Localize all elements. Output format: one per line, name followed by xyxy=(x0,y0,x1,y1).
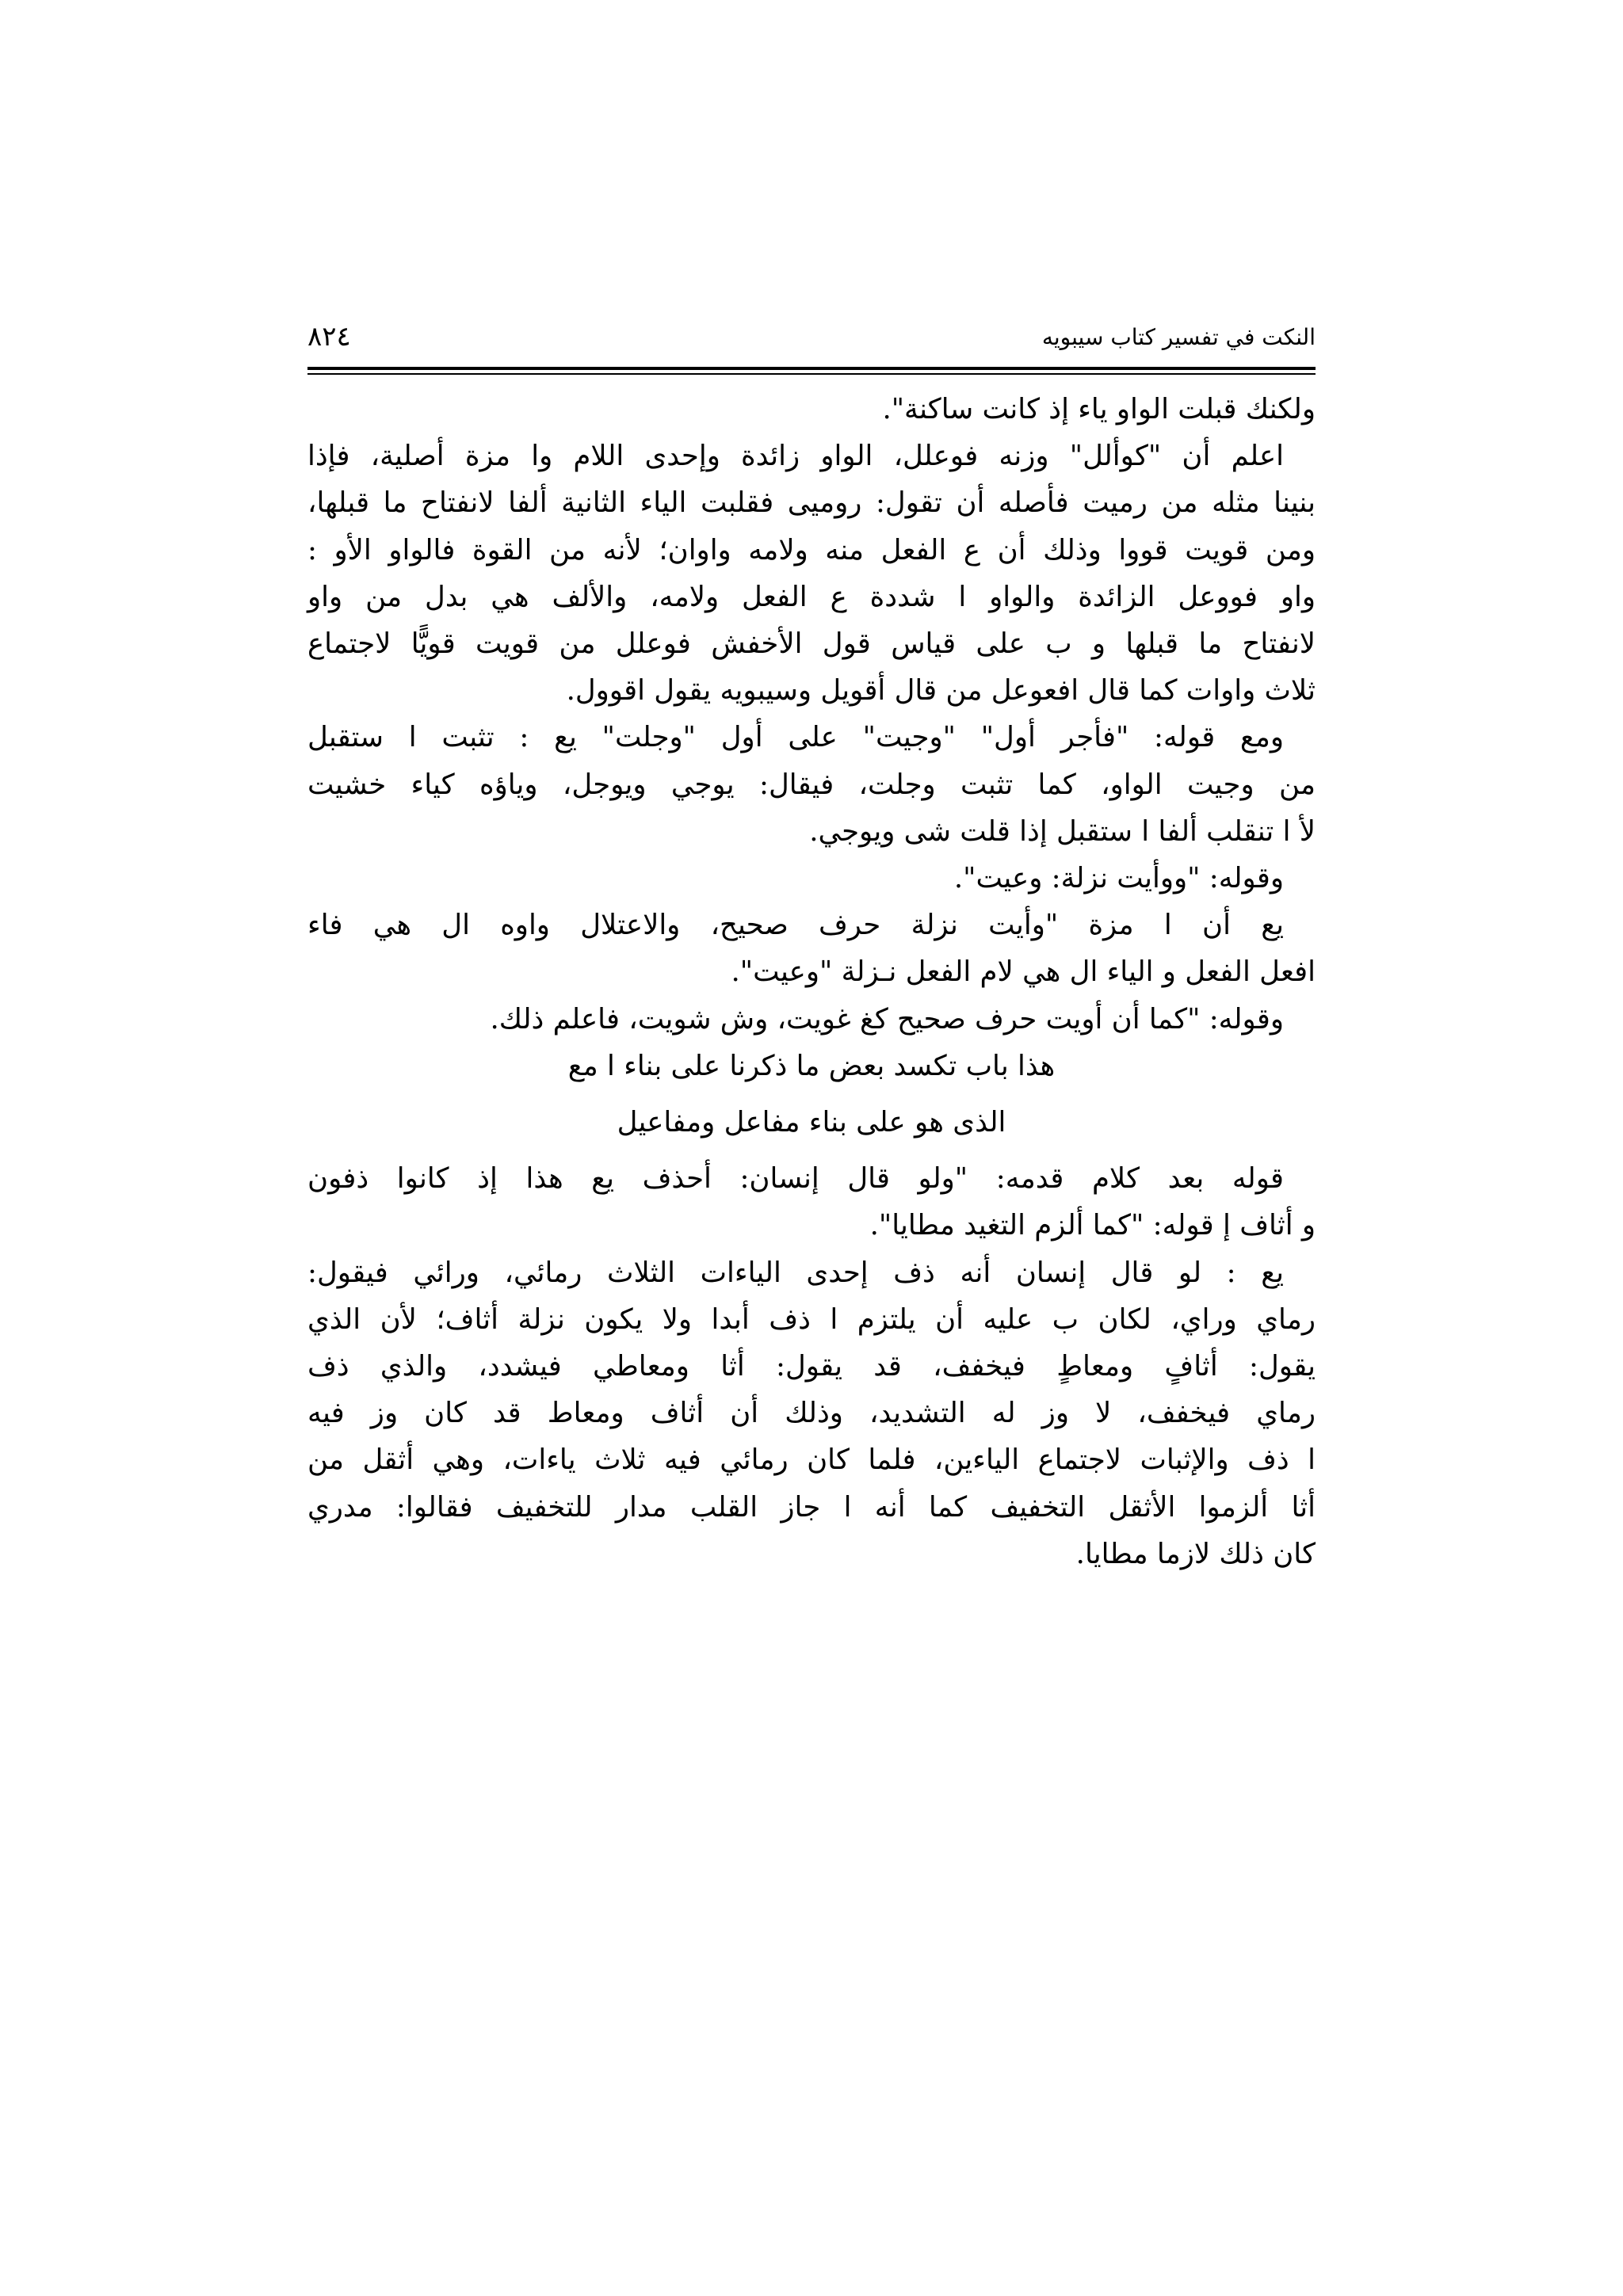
text-line: ثلاث واوات كما قال افعوعل من قال أقويل وسيبويه يقول اقوول. xyxy=(566,674,1316,707)
text-line: أثا ألزموا الأثقل التخفيف كما أنه ا جاز القلب مدار للتخفيف فقالوا: مدري xyxy=(307,1490,1316,1524)
text-line: قوله بعد كلام قدمه: "ولو قال إنسان: أحذف يع هذا إذ كانوا ذفون xyxy=(307,1162,1284,1196)
header-rule-thick xyxy=(307,367,1316,370)
text-line: يقول: أثافٍ ومعاطٍ فيخفف، قد يقول: أثا ومعاطي فيشدد، والذي ذف xyxy=(307,1350,1316,1383)
text-line: و أثاف إ قوله: "كما ألزم التغيد مطايا". xyxy=(869,1209,1316,1242)
running-title: النكت في تفسير كتاب سيبويه xyxy=(1041,324,1316,350)
text-block-2 xyxy=(307,1155,1316,1577)
text-line: لانفتاح ما قبلها و ب على قياس قول الأخفش فوعلل من قويت قويًّا لاجتماع xyxy=(307,627,1316,661)
page-number: ٨٢٤ xyxy=(307,321,351,353)
text-line: افعل الفعل و الياء ال هي لام الفعل نـزلة "وعيت". xyxy=(731,955,1316,989)
text-line: رماي وراي، لكان ب عليه أن يلتزم ا ذف أبدا ولا يكون نزلة أثاف؛ لأن الذي xyxy=(307,1302,1316,1336)
text-line: يع أن ا مزة "وأيت نزلة حرف صحيح، والاعتلال واوه ال هي فاء xyxy=(307,909,1284,942)
text-line: ولكنك قبلت الواو ياء إذ كانت ساكنة". xyxy=(882,393,1316,425)
text-line: يع : لو قال إنسان أنه ذف إحدى الياءات الثلاث رمائي، ورائي فيقول: xyxy=(307,1256,1284,1289)
text-line: كان ذلك لازما مطايا. xyxy=(1075,1537,1316,1570)
body-text xyxy=(307,386,1316,1577)
text-line: وقوله: "كما أن أويت حرف صحيح كغ غويت، وش شويت، فاعلم ذلك. xyxy=(490,1002,1284,1035)
text-line: ا ذف والإثبات لاجتماع الياءين، فلما كان رمائي فيه ثلاث ياءات، وهي أثقل من xyxy=(307,1444,1316,1477)
chapter-heading-line-1: هذا باب تكسد بعض ما ذكرنا على بناء ا مع xyxy=(567,1049,1056,1082)
page-header xyxy=(307,313,1316,362)
text-line: لأ ا تنقلب ألفا ا ستقبل إذا قلت شى ويوجي. xyxy=(809,814,1316,848)
text-line: ومع قوله: "فأجر أول" "وجيت" على أول "وجلت" يع : تثبت ا ستقبل xyxy=(307,721,1284,754)
chapter-heading-line-2: الذى هو على بناء مفاعل ومفاعيل xyxy=(617,1106,1006,1139)
text-block-1 xyxy=(307,386,1316,1043)
document-page xyxy=(307,313,1316,2135)
text-line: من وجيت الواو، كما تثبت وجلت، فيقال: يوجي ويوجل، وياؤه كياء خشيت xyxy=(307,768,1316,801)
header-rule-thin xyxy=(307,373,1316,375)
text-line: واو فووعل الزائدة والواو ا شددة ع الفعل ولامه، والألف هي بدل من واو xyxy=(307,580,1316,613)
text-line: رماي فيخفف، لا وز له التشديد، وذلك أن أثاف ومعاط قد كان وز فيه xyxy=(307,1397,1316,1430)
text-line: بنينا مثله من رميت فأصله أن تقول: روميى فقلبت الياء الثانية ألفا لانفتاح ما قبلها، xyxy=(307,486,1316,520)
text-line: ومن قويت قووا وذلك أن ع الفعل منه ولامه واوان؛ لأنه من القوة فالواو الأو : xyxy=(307,533,1316,566)
text-line: وقوله: "ووأيت نزلة: وعيت". xyxy=(953,862,1284,895)
text-line: اعلم أن "كوألل" وزنه فوعلل، الواو زائدة وإحدى اللام وا مزة أصلية، فإذا xyxy=(307,440,1284,473)
